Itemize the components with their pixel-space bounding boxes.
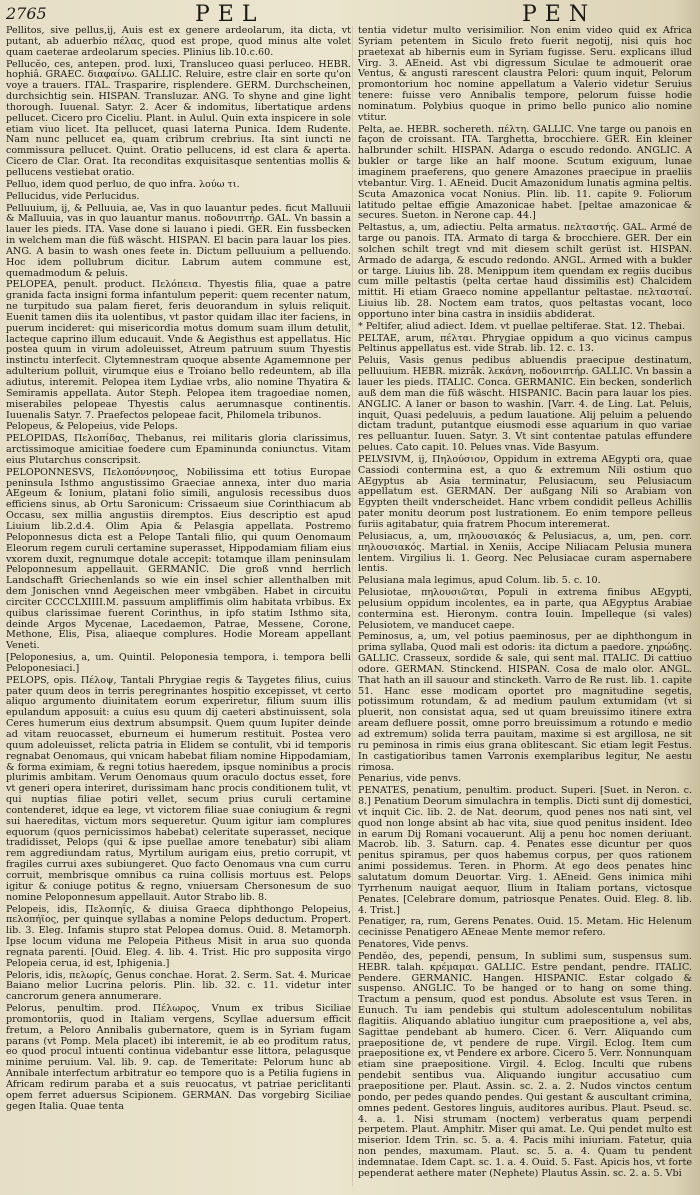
dictionary-entry: Pelopeis, idis, Πελοπηΐς, & diuisa Graeca diphthongo Pelopeius, πελοπήϊος, per quinque syllabas a nomine Pelops deductum. Propert. lib. 3. Eleg. Infamis stupro stat Pelopea domus. Ouid. 8. Metamorph. Ipse locum viduna me Pelopeia Pitheus Misit in arua suo quonda regnata parenti. [Ouid. Eleg. 4. lib. 4. Trist. Hic pro supposita virgo Pelopeia cerua, id est, Iphigenia.] <box>6 903 351 969</box>
dictionary-entry: Pelopeus, & Pelopeius, vide Pelops. <box>6 421 178 433</box>
left-running-head: PEL <box>195 2 265 27</box>
dictionary-entry: Pellucidus, vide Perlucidus. <box>6 190 140 202</box>
dictionary-entry: Pelluuium, ij, & Pelluuia, ae, Vas in quo lauantur pedes. ficut Malluuii & Malluuia, vas in quo lauantur manus. ποδονιπτήρ. GAL. Vn bassin a lauer les pieds. ITA. Vase done si lauano i piedi. GER. Ein fussbecken in welchem man die füß wäscht. HISPAN. El bacin para lauar los pies. ANG. A basin to wash ones feete in. Dictum pelluuium a pelluendo. Hoc idem pollubrum dicitur. Labrum autem commune est, quemadmodum & peluis. <box>6 202 351 279</box>
dictionary-entry: tentia videtur multo verisimilior. Non enim video quid ex Africa Syriam petentem in Siculo freto fuerit negotij, nisi quis hoc praetexat ab hibernis eum in Syriam fugisse. Seru. explicans illud Virg. 3. AEneid. Ast vbi digressum Siculae te admouerit orae Ventus, & angusti rarescent claustra Pelori: quum inquit, Pelorum promontorium hoc nomine appellatum a Valerio videtur Seruius tenere: fuisse vero Annibalis tempore, pelorum fuisse hodie nominatum. Polybius quoque in primo bello punico alio nomine vtitur. <box>358 26 692 123</box>
right-column <box>358 26 692 1186</box>
dictionary-entry: Pelorus, penultim. prod. Πέλωρος, Vnum ex tribus Siciliae promontoriis, quod in Italiam vergens, Scyllae aduersum efficit fretum, a Peloro Annibalis gubernatore, quem is in Syriam fugam parans (vt Pomp. Mela placet) ibi interemit, ie ab eo proditum ratus, eo quod procul intuenti continua videbantur esse littora, pelagusque minime peruium. Val. lib. 9. cap. de Temeritate: Pelorum hunc ab Annibale interfectum arbitratur eo tempore quo is a Petilia fugiens in Africam redirum paraba et a suis reuocatus, vt patriae periclitanti opem ferret aduersus Scipionem. GERMAN. Das vorgebirg Siciliae gegen Italia. Quae tenta <box>6 1003 351 1112</box>
dictionary-entry: Peminosus, a, um, vel potius paeminosus, per ae diphthongum in prima syllaba, Quod mali est odoris: ita dictum a paedore. χηρώδης. GALLIC. Crasseux, sordide & sale, qui sent mal. ITALIC. Di cattiuo odore. GERMAN. Stinckend. HISPAN. Cosa de malo olor. ANGL. That hath an ill sauour and stincketh. Varro de Re rust. lib. 1. capite 51. Hanc esse modicam oportet pro magnitudine segetis, potissimum rotundam, & ad medium paulum extumidam (vt si pluerit, non consistat aqua, sed ut quam breuissimo itinere extra aream defluere possit, omne porro breuissimum a rotundo e medio ad extremum) solida terra pauitam, maxime si est argillosa, ne sit ru peminosa in rimis eius grana oblitescant. Sic etiam legit Festus. In castigatioribus tamen Varronis exemplaribus legitur, Ne aestu rimosa. <box>358 631 692 773</box>
dictionary-entry: PENATES, penatium, penultim. product. Superi. [Suet. in Neron. c. 8.] Penatium Deorum simulachra in templis. Dicti sunt dij domestici, vt inquit Cic. lib. 2. de Nat. deorum, quod penes nos nati sint, vel quod non longe absint ab hac vita, siue quod penitus insident. Ideo in earum Dij Romani vocauerunt. Alij a penu hoc nomen deriuant. Macrob. lib. 3. Saturn. cap. 4. Penates esse dicuntur per quos penitus spiramus, per quos habemus corpus, per quos rationem animi possidemus. Teren. in Phorm. At ego deos penates hinc salutatum domum Deuortar. Virg. 1. AEneid. Gens inimica mihi Tyrrhenum nauigat aequor, Ilium in Italiam portans, victosque Penates. [Celebrare domum, patriosque Penates. Ouid. Eleg. 8. lib. 4. Trist.] <box>358 785 692 916</box>
dictionary-entry: Penatiger, ra, rum, Gerens Penates. Ouid. 15. Metam. Hic Helenum cecinisse Penatigero AEneae Mente memor refero. <box>358 916 692 939</box>
left-column <box>6 26 351 1186</box>
dictionary-entry: Pelusiana mala legimus, apud Colum. lib. 5. c. 10. <box>358 575 601 587</box>
dictionary-entry: Pelluo, idem quod perluo, de quo infra. λούω τι. <box>6 178 240 190</box>
dictionary-entry: Pendĕo, des, pependi, pensum, In sublimi sum, suspensus sum. HEBR. talah. κρέμαμαι. GALLIC. Estre pendant, pendre. ITALIC. Pendere. GERMANIC. Hangen. HISPANIC. Estar colgado & suspenso. ANGLIC. To be hanged or to hang on some thing. Tractum a pensum, quod est pondus. Absolute est vsus Teren. in Eunuch. Tu iam pendebis qui stultum adolescentulum nobilitas flagitiis. Aliquando ablatiuo iungitur cum praepositione a, vel abs, Sagittae pendebant ab humero. Cicer. 6. Verr. Aliquando cum praepositione de, vt pendere de rupe. Virgil. Eclog. Item cum praepositione ex, vt Pendere ex arbore. Cicero 5. Verr. Nonnunquam etiam sine praepositione. Virgil. 4. Eclog. Inculti que rubens pendebit sentibus vua. Aliquando iungitur accusatiuo cum praepositione per. Plaut. Assin. sc. 2. a. 2. Nudos vinctos centum pondo, per pedes quando pendes. Qui gestant & auscultant crimina, omnes pedent. Gestores linguis, auditores auribus. Plaut. Pseud. sc. 4. a. 1. Nisi strumam (noctem) verberatus quam perpendi perpetem. Plaut. Amphitr. Miser qui amat. Le. Qui pendet multo est miserior. Idem Trin. sc. 5. a. 4. Pacis mihi iniuriam. Fatetur, quia non pendes, maxumam. Plaut. sc. 5. a. 4. Quam tu pendent indemnatae. Idem Capt. sc. 1. a. 4. Ouid. 5. Fast. Apicis hos, vt forte pependerat aethere mater (Nephete) Plautus Assin. sc. 2. a. 5. Vbi <box>358 950 692 1179</box>
dictionary-entry: Pelta, ae. HEBR. sochereth. πέλτη. GALLIC. Vne targe ou panois en façon de croissant. ITA. Targhetta, brocchiere. GER. Ein kleiner halbrunder schilt. HISPAN. Adarga o escudo redondo. ANGLIC. A bukler or targe like an half moone. Scutum exiguum, lunae imaginem praeferens, quo genere Amazones praecipue in praeliis vtebantur. Virg. 1. AEneid. Ducit Amazonidum lunatis agmina peltis. Scuta Amazonica vocat Nonius. Plin. lib. 11. capite 9. Foliorum latitudo peltae effigie Amazonicae habet. [peltae amazonicae & secures. Sueton. in Nerone cap. 44.] <box>358 123 692 222</box>
dictionary-entry: PELVSIVM, ij, Πηλούσιον, Oppidum in extrema AEgypti ora, quae Cassiodi contermina est, a quo & extremum Nili ostium quo AEgyptus ab Asia terminatur, Pelusiacum, seu Pelusiacum appellatum est. GERMAN. Der außgang Nili so Arabiam von Egypten theilt vnderscheidet. Hanc vrbem condidit pelleus Achillis pater monitu deorum post lustrationem. Eo enim tempore pelleus furiis agitabatur, quia fratrem Phocum interemerat. <box>358 453 692 530</box>
dictionary-entry: Pelusiacus, a, um, πηλουσιακός & Pelusiacus, a, um, pen. corr. πηλουσιακός. Martial. in Xeniis, Accipe Niliacam Pelusia munera lentem. Virgilius li. 1. Georg. Nec Pelusiacae curam aspernabere lentis. <box>358 530 692 575</box>
dictionary-entry: Peloris, idis, πελωρίς, Genus conchae. Horat. 2. Serm. Sat. 4. Muricae Baiano melior Lucrina peloris. Plin. lib. 32. c. 11. videtur inter cancrorum genera annumerare. <box>6 969 351 1003</box>
dictionary-entry: PELOPS, opis. Πέλοψ, Tantali Phrygiae regis & Taygetes filius, cuius pater quum deos in terris peregrinantes hospitio excepisset, vt certo aliquo argumento diuinitatem eorum experiretur, filium suum illis epulandum apposuit: a cuius esu quum dij caeteri abstinuissent, sola Ceres humerum eius dextrum absumpsit. Quem quum Iupiter deinde ad vitam reuocasset, eburneum ei humerum restituit. Postea vero quum adoleuisset, relicta patria in Elidem se contulit, vbi id temporis regnabat Oenomaus, qui vnicam habebat filiam nomine Hippodamiam, & forma eximiam, & regni totius haeredem, ipsque nominibus a procis plurimis ambitam. Verum Oenomaus quum oraculo doctus esset, fore vt generi opera interiret, durissimam hanc procis conditionem tulit, vt qui nuptias filiae potiri vellet, secum prius curuli certamine contenderet, idque ea lege, vt victorem filiae suae coniugium & regni sui haereditas, victum mors sequeretur. Quum igitur iam complures equorum (quos pernicissimos habebat) celeritate superasset, necique tradidisset, Pelops (qui & ipse puellae amore tenebatur) sibi aliam rem aggrediundam ratus, Myrtilum aurigam eius, pretio corrupit, vt fragiles currui axes subiungeret. Quo facto Oenomaus vna cum curru corruit, membrisque omnibus ca ruina collisis mortuus est. Pelops igitur & coniuge potitus & regno, vniuersam Chersonesum de suo nomine Peloponnesum appellauit. Autor Strabo lib. 8. <box>6 674 351 903</box>
dictionary-entry: PELOPEA, penult. product. Πελόπεια. Thyestis filia, quae a patre granida facta insigni forma infantulum peperit: quem recenter natum, ne turpitudo sua palam fieret, feris deuorandum in syluis reliquit. Euenit tamen diis ita uolentibus, vt pastor quidam illac iter faciens, in puerum incideret: qui misericordia motus domum suam illum detulit, lacteque caprino illum educauit. Vnde & Aegisthus est appellatus. Hic postea quum in virum adoleuisset, Atreum patruum suum Thyestis instinctu interfecit. Clytemnestram quoque absente Agamemnone per adulterium polluit, virumque eius e Troiano bello redeuntem, ab illa adiutus, interemit. Pelopea item Lydiae vrbs, alio nomine Thyatira & Semiramis appellata. Autor Steph. Pelopea item tragoediae nomen, miserabiles pelopeae Thyestis calus aerumnasque continentis. Iuuenalis Satyr. 7. Praefectos pelopeae facit, Philomela tribunos. <box>6 279 351 421</box>
page-number: 2765 <box>6 4 47 23</box>
column-gutter <box>352 26 353 1186</box>
running-header <box>0 2 700 26</box>
dictionary-entry: [Peloponesius, a, um. Quintil. Peloponesia tempora, i. tempora belli Peloponesiaci.] <box>6 652 351 674</box>
dictionary-entry: Pelusiotae, πηλουσιῶται, Populi in extrema finibus AEgypti, pelusium oppidum incolentes, ea in parte, qua AEgyptus Arabiae contermina est. Hieronym. contra Iouin. Impelleque (si vales) Pelusiotem, ve manducet caepe. <box>358 587 692 631</box>
dictionary-entry: PELOPONNESVS, Πελοπόννησος, Nobilissima ett totius Europae peninsula Isthmo angustissimo Graeciae annexa, inter duo maria AEgeum & Ionium, platani folio simili, angulosis recessibus duos efficiens sinus, ab Ortu Saronicum: Crissaeum siue Corinthiacum ab Occasu, sex millia angustiis diremptos. Eius descriptio est apud Liuium lib.2.d.4. Olim Apia & Pelasgia appellata. Postremo Peloponnesus dicta est a Pelope Tantali filio, qui quum Oenomaum Eleorum regem curuli certamine superasset, Hippodamiam filiam eius vxorem duxit, regnumque dotale accepit: totamque illam peninsulam Peloponnesum appellauit. GERMANIC. Die groß vnnd herrlich Landschafft Griechenlands so wie ein insel schier allenthalben mit dem Jonischen vnnd Aegeischen meer vmbgäben. Habet in circuitu circiter CCCCLXIIII.M. passuum ampliffimis olim habitata vrbibus. Ex quibus clarissimae fuerent Corinthus, in ipfo statim Isthmo sita, deinde Argos Mycenae, Lacedaemon, Patrae, Messene, Corone, Methone, Elis, Pisa, aliaeque complures. Hodie Moream appellant Veneti. <box>6 466 351 652</box>
dictionary-entry: PELOPIDAS, Πελοπίδας, Thebanus, rei militaris gloria clarissimus, arctissimoque amicitiae foedere cum Epaminunda coniunctus. Vitam eius Plutarchus conscripsit. <box>6 433 351 466</box>
dictionary-entry: Penatores, Vide penvs. <box>358 939 469 951</box>
dictionary-entry: * Peltifer, aliud adiect. Idem. vt puellae peltiferae. Stat. 12. Thebai. <box>358 320 686 332</box>
dictionary-entry: Peltastus, a, um, adiectiu. Pelta armatus. πελταστής. GAL. Armé de targe ou panois. ITA. Armato di targa & brocchiere. GER. Der ein solchen schilt tregt vnd mit diesem schilt gerüst ist. HISPAN. Armado de adarga, & escudo redondo. ANGL. Armed with a bukler or targe. Liuius lib. 28. Menippum item quendam ex regiis ducibus cum mille peltastis (pelta certae haud dissimilis est) Chalcidem mittit. Hi etiam Graeco nomine appellantur peltastae. πελτασταί. Liuius lib. 28. Noctem eam tratos, quos peltastas vocant, loco opportuno inter bina castra in insidiis abdiderat. <box>358 222 692 320</box>
dictionary-entry: Pellitos, sive pellus,ij, Auis est ex genere ardeolarum, ita dicta, vt putant, ab aduerbio πέλας, quod est prope, quod minus alte volet quam caeterae ardeolarum species. Plinius lib.10.c.60. <box>6 26 351 58</box>
dictionary-entry: Penarius, vide penvs. <box>358 773 462 785</box>
dictionary-entry: Pellucĕo, ces, antepen. prod. luxi, Transluceo quasi perluceo. HEBR. hophiâ. GRAEC. διαφαίνω. GALLIC. Reluire, estre clair en sorte qu'on voye a trauers. ITAL. Trasparire, risplendere. GERM. Durchscheinen, durchsichtig sein. HISPAN. Transluzar. ANG. To shyne and gine light thorough. Iuuenal. Satyr. 2. Acer & indomitus, libertatique ardens pellucet. Cicero pro Ciceliu. Plant. in Aulul. Quin exta inspicere in sole etiam viuo licet. Ita pellucet, quasi laterna Punica. Idem Rudente. Nam nunc pellucet ea, quam cribrum crebrius. Ita sint iuncti ne commissura pellucet. Quint. Oratio pellucens, id est clara & aperta. Cicero de Clar. Orat. Ita reconditas exquisitasque sententias mollis & pellucens vestiebat oratio. <box>6 58 351 178</box>
dictionary-entry: PELTAE, arum, πέλται. Phrygiae oppidum a quo vicinus campus Peltinus appellatus est. vide Strab. lib. 12. c. 13. <box>358 332 692 355</box>
dictionary-entry: Peluis, Vasis genus pedibus abluendis praecipue destinatum, pelluuium. HEBR. mizrâk. λεκάνη, ποδονιπτήρ. GALLIC. Vn bassin a lauer les pieds. ITALIC. Conca. GERMANIC. Ein becken, sonderlich auß dem man die füß wäscht. HISPANIC. Bacin para lauar los pies. ANGLIC. A laner or bason to washin. [Varr. 4. de Ling. Lat. Peluis, inquit, Quasi pedeluuis, a pedum lauatione. Alij peluim a peluendo dictam tradunt, putantque eiusmodi esse aquarium in quo variae res pelluantur. Iuuen. Satyr. 3. Vt sint contentae patulas effundere pelues. Cato capit. 10. Pelues vnas. Vide Basyum. <box>358 355 692 454</box>
right-running-head: PEN <box>522 2 597 27</box>
